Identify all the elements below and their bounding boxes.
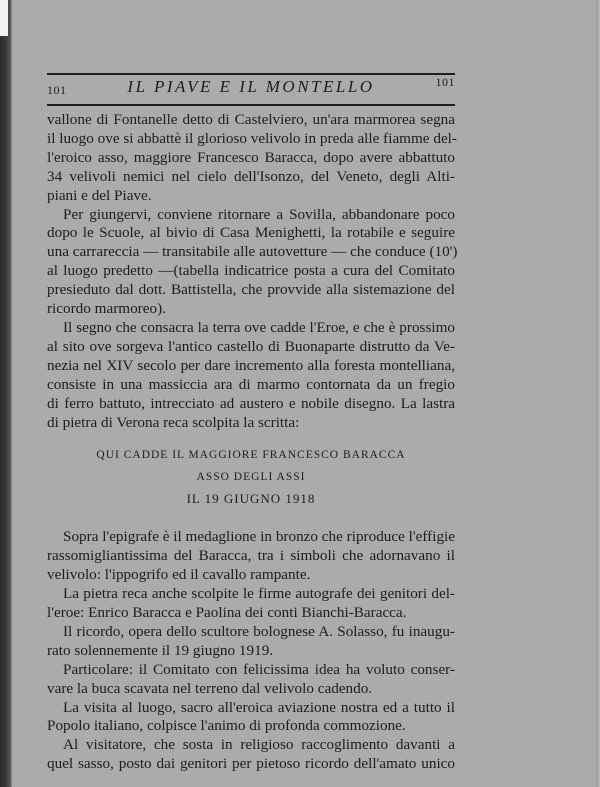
text-line: una carrareccia — transitabile alle autovetture — che conduce (10') bbox=[47, 243, 458, 261]
paragraph-2 bbox=[47, 205, 458, 319]
text-line: Popolo italiano, colpisce l'animo di profonda commozione. bbox=[47, 717, 406, 735]
paragraph-9 bbox=[47, 736, 455, 774]
text-line: al sito ove sorgeva l'antico castello di Buonaparte distrutto da Ve- bbox=[47, 337, 455, 355]
inscription-line-2: ASSO DEGLI ASSI bbox=[196, 471, 306, 484]
paragraph-3 bbox=[47, 319, 455, 432]
inscription-line-3: IL 19 GIUGNO 1918 bbox=[186, 491, 316, 507]
text-line: vare la buca scavata nel terreno dal velivolo cadendo. bbox=[47, 679, 373, 697]
text-line: quel sasso, posto dai genitori per pietoso ricordo dell'amato unico bbox=[47, 755, 455, 773]
text-line: Il ricordo, opera dello scultore bolognese A. Solasso, fu inaugu- bbox=[63, 622, 455, 640]
text-line: di pietra di Verona reca scolpita la scritta: bbox=[47, 413, 300, 431]
running-title: IL PIAVE E IL MONTELLO bbox=[127, 77, 375, 96]
paragraph-5 bbox=[47, 585, 455, 623]
page-body bbox=[47, 111, 458, 774]
scan-margin bbox=[0, 0, 8, 36]
inscription-line-1: QUI CADDE IL MAGGIORE FRANCESCO BARACCA bbox=[96, 449, 406, 462]
epigraph-inscription bbox=[47, 444, 455, 510]
running-header bbox=[47, 73, 455, 106]
paragraph-4 bbox=[47, 528, 455, 585]
text-line: consiste in una massiccia ara di marmo contornata da un fregio bbox=[47, 375, 455, 393]
text-line: La visita al luogo, sacro all'eroica aviazione nostra ed a tutto il bbox=[63, 698, 455, 716]
text-line: piani e del Piave. bbox=[47, 186, 152, 204]
text-line: velivolo: l'ippogrifo ed il cavallo rampante. bbox=[47, 566, 311, 584]
text-line: presieduto dal dott. Battistella, che provvide alla sistemazione del bbox=[47, 281, 455, 299]
text-line: rassomigliantissima del Baracca, tra i simboli che adornavano il bbox=[47, 547, 455, 565]
text-line: Il segno che consacra la terra ove cadde l'Eroe, e che è prossimo bbox=[63, 318, 455, 336]
paragraph-7 bbox=[47, 661, 455, 699]
text-line: La pietra reca anche scolpite le firme autografe dei genitori del- bbox=[63, 585, 455, 603]
text-line: Sopra l'epigrafe è il medaglione in bronzo che riproduce l'effigie bbox=[63, 528, 455, 546]
paragraph-8 bbox=[47, 699, 455, 737]
text-line: nezia nel XIV secolo per dare incremento alla foresta montelliana, bbox=[47, 356, 455, 374]
text-line: Al visitatore, che sosta in religioso raccoglimento davanti a bbox=[63, 736, 455, 754]
paragraph-6 bbox=[47, 623, 455, 661]
text-line: l'eroe: Enrico Baracca e Paolina dei conti Bianchi-Baracca. bbox=[47, 604, 407, 622]
text-line: ricordo marmoreo). bbox=[47, 300, 166, 318]
text-line: dopo le Scuole, al bivio di Casa Menighetti, la rotabile e seguire bbox=[47, 224, 455, 242]
text-line: il luogo ove si abbattè il glorioso velivolo in preda alle fiamme del- bbox=[47, 129, 457, 147]
page-right-edge bbox=[596, 0, 600, 787]
text-line: al luogo predetto —(tabella indicatrice posta a cura del Comitato bbox=[47, 262, 455, 280]
text-line: Per giungervi, conviene ritornare a Sovilla, abbandonare poco bbox=[63, 205, 455, 223]
book-spine-edge bbox=[0, 0, 12, 787]
page-number-right: 101 bbox=[435, 75, 455, 89]
text-line: rato solennemente il 19 giugno 1919. bbox=[47, 641, 274, 659]
text-line: 34 velivoli nemici nel cielo dell'Isonzo, del Veneto, degli Alti- bbox=[47, 167, 455, 185]
text-line: di ferro battuto, intrecciato ad austero e nobile disegno. La lastra bbox=[47, 394, 455, 412]
text-line: l'eroico asso, maggiore Francesco Baracca, dopo avere abbattuto bbox=[47, 148, 455, 166]
text-line: Particolare: il Comitato con felicissima idea ha voluto conser- bbox=[63, 660, 455, 678]
paragraph-1 bbox=[47, 111, 455, 206]
page-number-left: 101 bbox=[47, 83, 67, 97]
text-line: vallone di Fontanelle detto di Castelviero, un'ara marmorea segna bbox=[47, 111, 455, 128]
